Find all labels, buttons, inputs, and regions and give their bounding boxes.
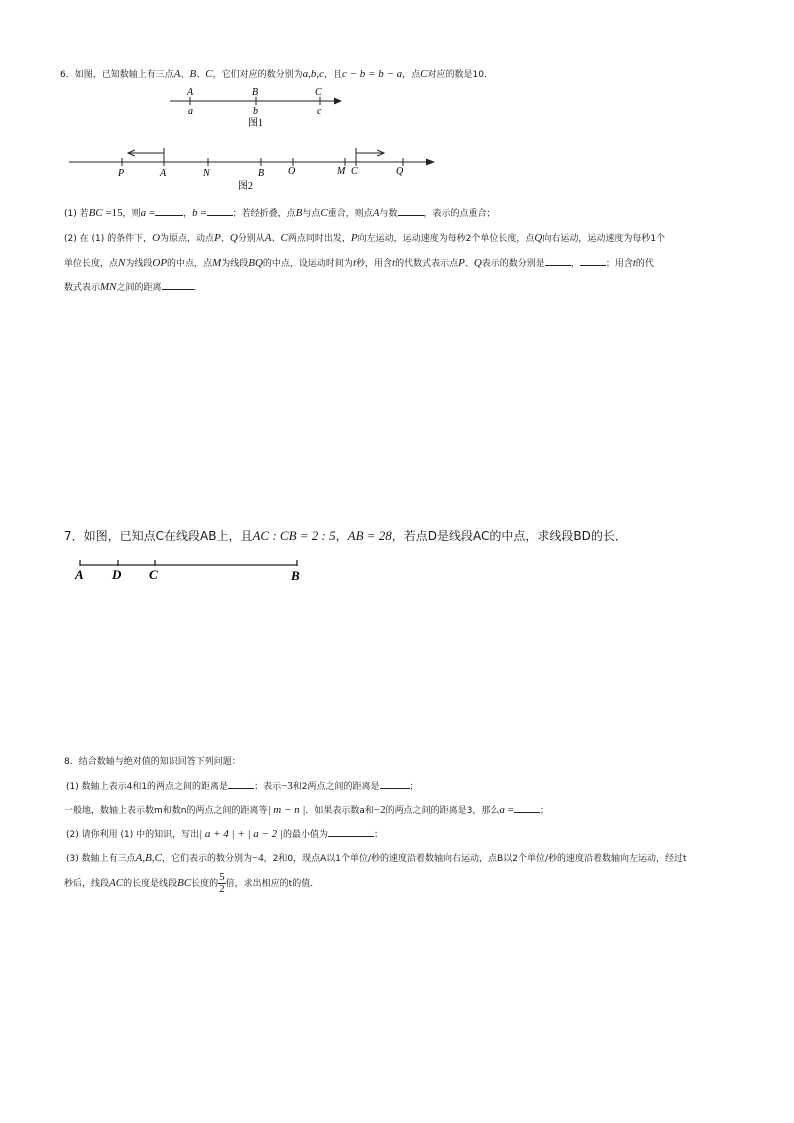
answer-blank[interactable] [398,207,424,216]
figure-2-number-line [65,142,445,194]
seg-label-D: D [112,567,122,582]
q8-part2: (2) 请你利用 (1) 中的知识，写出| a + 4 | + | a − 2 |的最小值为 ； [66,828,383,840]
answer-blank[interactable] [514,804,540,813]
q7-text: 7．如图，已知点C在线段AB上，且AC : CB = 2 : 5，AB = 28，若点D是线段AC的中点，求线段BD的长． [64,528,627,543]
answer-blank[interactable] [545,257,571,266]
fig2-label-C: C [351,166,358,177]
fig2-label-Q: Q [396,166,404,177]
q8-part3: (3) 数轴上有三点A,B,C，它们表示的数分别为−4，2和0，现点A以1个单位/秒的速度沿着数轴向右运动，点B以2个单位/秒的速度沿着数轴向左运动，经过t [66,852,687,864]
answer-blank[interactable] [380,780,410,789]
fig1-caption: 图1 [248,118,263,129]
answer-blank[interactable] [580,257,606,266]
fig1-label-a: a [188,106,193,117]
q8-part1: (1) 数轴上表示4和1的两点之间的距离是 ；表示−3和2两点之间的距离是 ； [66,780,419,792]
fig1-label-A: A [187,87,194,98]
q8-part3-line2: 秒后，线段AC的长度是线段BC长度的 $\frac{5}{2}$ 倍，求出相应的t的值． [64,871,320,895]
q6-part1: (1) 若BC =15，则a = ，b = ；若经折叠，点B与点C重合，则点A与数 ，表示的点重合； [64,207,496,219]
q8-title: 8．结合数轴与绝对值的知识回答下列问题： [64,757,241,767]
fig2-label-N: N [203,168,210,179]
fig2-label-A: A [160,168,167,179]
q6-line1: 6．如图，已知数轴上有三点A、B、C，它们对应的数分别为a,b,c，且c − b = b − a，点C对应的数是10． [60,68,493,80]
q6-part2-line1: (2) 在 (1) 的条件下，O为原点，动点P、Q分别从A、C两点同时出发，P向左运动，运动速度为每秒2个单位长度，点Q向右运动，运动速度为每秒1个 [64,232,666,244]
fig1-label-C: C [315,87,322,98]
fig1-label-B: B [252,87,259,98]
fig1-label-c: c [317,106,322,117]
figure-segment-AB [70,556,310,586]
seg-label-B: B [291,568,300,583]
answer-blank[interactable] [207,207,233,216]
q6-part2-line3: 数式表示MN之间的距离 ． [64,281,203,293]
fig1-label-b: b [253,106,258,117]
fig2-label-M: M [337,166,346,177]
answer-blank[interactable] [228,780,254,789]
fig2-caption: 图2 [238,181,253,192]
answer-blank[interactable] [155,207,183,216]
seg-label-C: C [149,567,158,582]
answer-blank[interactable] [328,828,374,837]
fig2-label-P: P [118,168,125,179]
seg-label-A: A [75,567,84,582]
q8-part1-general: 一般地，数轴上表示数m和数n的两点之间的距离等| m − n |．如果表示数a和−2的两点之间的距离是3，那么a = ； [64,804,549,816]
q6-part2-line2: 单位长度，点N为线段OP的中点，点M为线段BQ的中点，设运动时间为t秒，用含t的代数式表示点P、Q表示的数分别是 ， ；用含t的代 [64,257,654,269]
answer-blank[interactable] [162,281,194,290]
figure-1-number-line [160,84,360,132]
fig2-label-B: B [258,168,265,179]
fraction-five-halves: $\frac{5}{2}$ [219,871,225,895]
fig2-label-O: O [288,166,296,177]
